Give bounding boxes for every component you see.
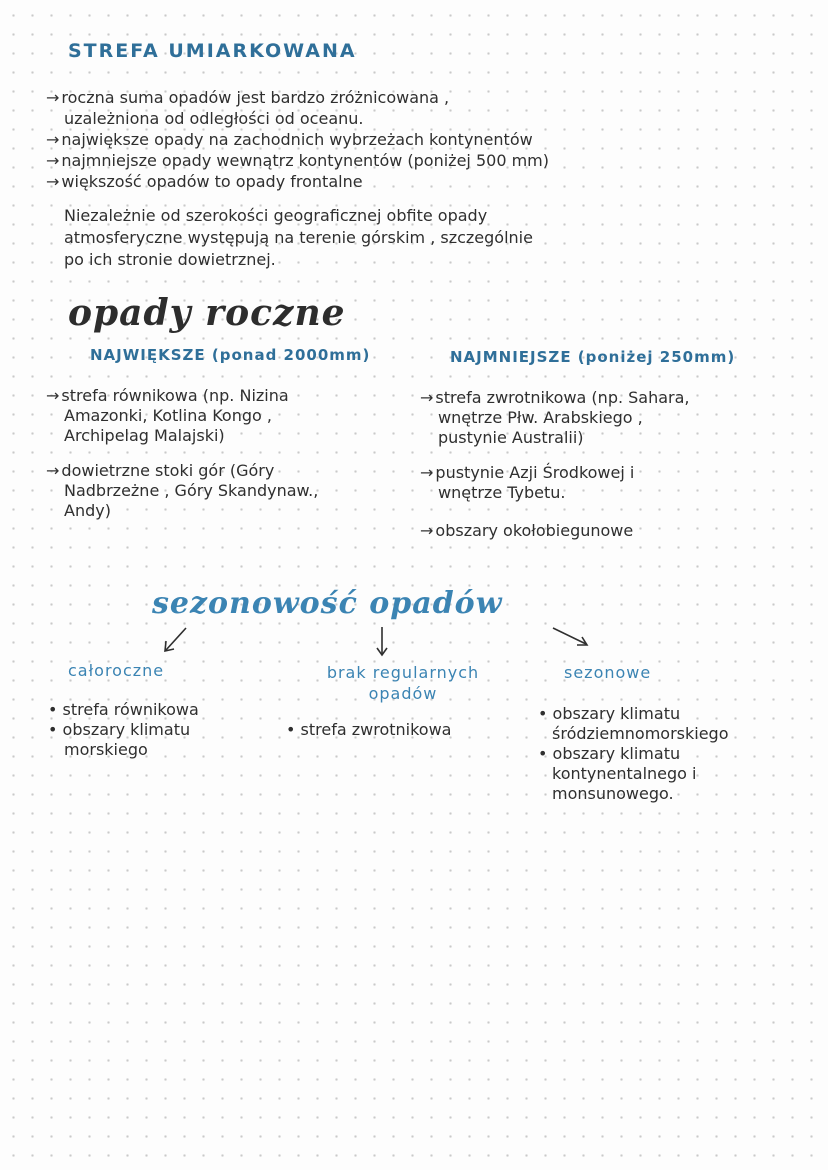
pointer-arrow-right-icon: [548, 622, 598, 652]
arrow-icon: →: [46, 172, 60, 191]
list-item: [538, 704, 818, 724]
page-heading: STREFA UMIARKOWANA: [68, 40, 357, 62]
seasonal-list: [538, 704, 818, 804]
item-text: Archipelag Malajski): [64, 426, 225, 445]
item-text: obszary klimatu: [62, 720, 191, 739]
item-text: pustynie Australii): [438, 428, 584, 447]
item-text: Nadbrzeżne , Góry Skandynaw.,: [64, 481, 319, 500]
smallest-item: [420, 463, 810, 503]
header-line: opadów: [368, 684, 438, 703]
intro-bullet: [46, 87, 806, 129]
arrow-icon: →: [420, 463, 434, 482]
item-text: wnętrze Tybetu.: [438, 483, 566, 502]
arrow-icon: →: [420, 388, 434, 407]
smallest-item: [420, 521, 810, 541]
smallest-item: [420, 388, 810, 448]
item-text: dowietrzne stoki gór (Góry: [61, 461, 275, 480]
paragraph-line: po ich stronie dowietrznej.: [64, 250, 276, 269]
year-round-list: [48, 700, 288, 760]
item-text: Andy): [64, 501, 111, 520]
section-title-annual: opady roczne: [68, 292, 346, 334]
largest-list: [46, 386, 406, 521]
bullet-text: roczna suma opadów jest bardzo zróżnicowana ,: [61, 88, 450, 107]
item-text: strefa równikowa: [62, 700, 199, 719]
bullet-dot-icon: •: [48, 720, 58, 739]
intro-bullet: [46, 171, 806, 192]
item-text: monsunowego.: [552, 784, 674, 803]
bullet-text: największe opady na zachodnich wybrzeżach kontynentów: [61, 130, 533, 149]
arrow-icon: →: [46, 386, 60, 405]
item-text: obszary okołobiegunowe: [435, 521, 634, 540]
section-title-seasonality: sezonowość opadów: [152, 586, 503, 621]
bullet-dot-icon: •: [286, 720, 296, 739]
bullet-dot-icon: •: [48, 700, 58, 719]
list-item: [48, 720, 288, 740]
arrow-icon: →: [46, 461, 60, 480]
item-text: kontynentalnego i: [552, 764, 697, 783]
item-text: obszary klimatu: [552, 704, 681, 723]
arrow-icon: →: [420, 521, 434, 540]
largest-item: [46, 461, 406, 521]
column-header-irregular: [298, 662, 508, 704]
column-header-seasonal: sezonowe: [564, 663, 652, 682]
arrow-icon: →: [46, 151, 60, 170]
largest-header: NAJWIĘKSZE (ponad 2000mm): [90, 346, 371, 364]
item-text: strefa zwrotnikowa: [300, 720, 452, 739]
irregular-list: [286, 720, 516, 740]
intro-bullet: [46, 150, 806, 171]
pointer-arrow-down-icon: [370, 624, 394, 660]
largest-item: [46, 386, 406, 446]
item-text: pustynie Azji Środkowej i: [435, 463, 635, 482]
bullet-text: uzależniona od odległości od oceanu.: [64, 109, 364, 128]
list-item: [538, 744, 818, 764]
item-text: strefa równikowa (np. Nizina: [61, 386, 289, 405]
list-item: [48, 700, 288, 720]
item-text: wnętrze Płw. Arabskiego ,: [438, 408, 643, 427]
smallest-header: NAJMNIEJSZE (poniżej 250mm): [450, 348, 736, 366]
intro-bullet: [46, 129, 806, 150]
bullet-dot-icon: •: [538, 744, 548, 763]
header-line: brak regularnych: [326, 663, 480, 682]
paragraph-line: atmosferyczne występują na terenie górskim , szczególnie: [64, 228, 533, 247]
arrow-icon: →: [46, 88, 60, 107]
pointer-arrow-left-icon: [150, 624, 200, 658]
column-header-year-round: całoroczne: [68, 661, 165, 680]
list-item: [286, 720, 516, 740]
smallest-list: [420, 388, 810, 541]
item-text: śródziemnomorskiego: [552, 724, 729, 743]
bullet-text: większość opadów to opady frontalne: [61, 172, 363, 191]
intro-bullet-list: [46, 87, 806, 192]
bullet-dot-icon: •: [538, 704, 548, 723]
item-text: obszary klimatu: [552, 744, 681, 763]
paragraph: [64, 205, 804, 271]
paragraph-line: Niezależnie od szerokości geograficznej obfite opady: [64, 206, 488, 225]
item-text: morskiego: [64, 740, 148, 759]
bullet-text: najmniejsze opady wewnątrz kontynentów (poniżej 500 mm): [61, 151, 549, 170]
item-text: Amazonki, Kotlina Kongo ,: [64, 406, 272, 425]
item-text: strefa zwrotnikowa (np. Sahara,: [435, 388, 690, 407]
arrow-icon: →: [46, 130, 60, 149]
